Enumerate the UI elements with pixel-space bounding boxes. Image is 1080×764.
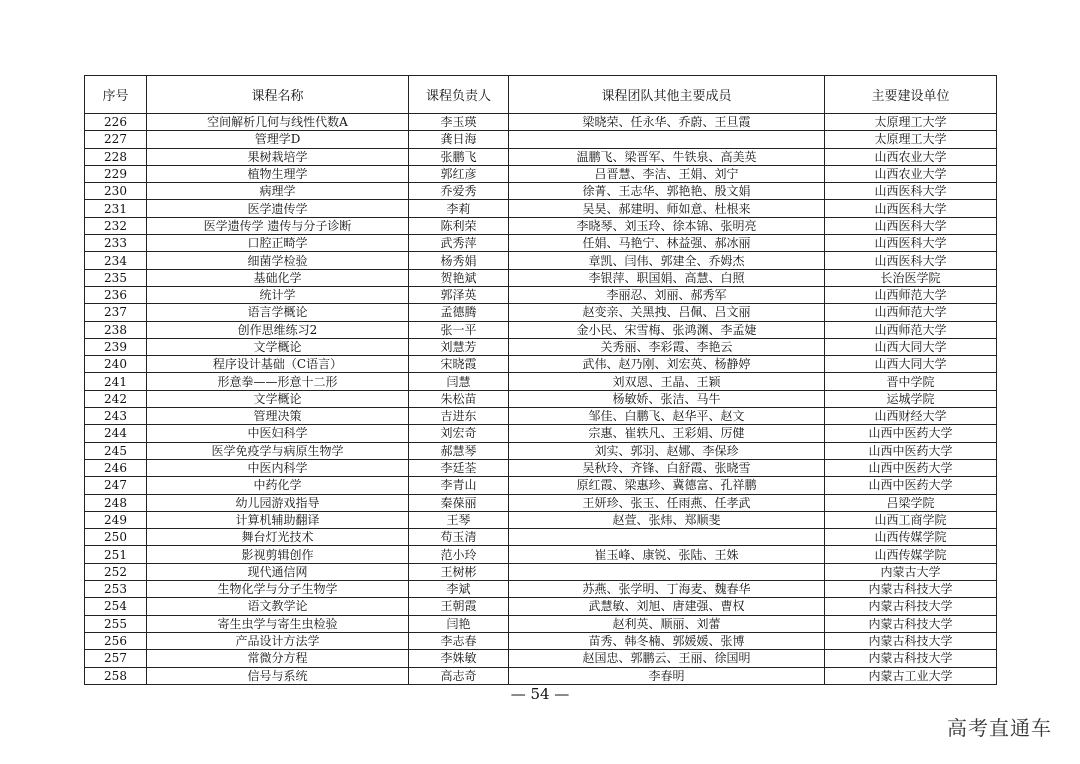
- cell-unit: 山西医科大学: [825, 235, 997, 252]
- cell-course-name: 常微分方程: [147, 650, 409, 667]
- cell-members: 梁晓荣、任永华、乔蔚、王旦霞: [509, 114, 825, 131]
- cell-members: 任娟、马艳宁、林益强、郝冰丽: [509, 235, 825, 252]
- cell-leader: 李志春: [409, 632, 509, 649]
- cell-course-name: 计算机辅助翻译: [147, 511, 409, 528]
- table-row: [85, 459, 997, 476]
- cell-course-name: 医学遗传学: [147, 200, 409, 217]
- table-row: [85, 546, 997, 563]
- table-row: [85, 667, 997, 684]
- cell-course-name: 现代通信网: [147, 563, 409, 580]
- cell-leader: 李廷荃: [409, 459, 509, 476]
- cell-members: 李银萍、职国娟、高慧、白照: [509, 269, 825, 286]
- cell-no: 228: [85, 148, 147, 165]
- cell-members: 温鹏飞、梁晋军、牛铁泉、高美英: [509, 148, 825, 165]
- table-row: [85, 408, 997, 425]
- cell-leader: 杨秀娟: [409, 252, 509, 269]
- table-row: [85, 148, 997, 165]
- cell-leader: 陈利荣: [409, 217, 509, 234]
- table-row: [85, 217, 997, 234]
- cell-unit: 太原理工大学: [825, 114, 997, 131]
- table-row: [85, 183, 997, 200]
- cell-course-name: 创作思维练习2: [147, 321, 409, 338]
- cell-course-name: 中医妇科学: [147, 425, 409, 442]
- cell-leader: 闫艳: [409, 615, 509, 632]
- cell-no: 253: [85, 581, 147, 598]
- cell-leader: 吉进东: [409, 408, 509, 425]
- table-row: [85, 425, 997, 442]
- cell-no: 236: [85, 286, 147, 303]
- cell-course-name: 文学概论: [147, 390, 409, 407]
- cell-course-name: 信号与系统: [147, 667, 409, 684]
- cell-leader: 苟玉清: [409, 529, 509, 546]
- table-row: [85, 442, 997, 459]
- table-row: [85, 563, 997, 580]
- cell-members: 刘实、郭羽、赵娜、李保珍: [509, 442, 825, 459]
- cell-course-name: 植物生理学: [147, 165, 409, 182]
- cell-leader: 李姝敏: [409, 650, 509, 667]
- cell-course-name: 病理学: [147, 183, 409, 200]
- table-row: [85, 252, 997, 269]
- header-members: 课程团队其他主要成员: [509, 76, 825, 114]
- cell-unit: 山西医科大学: [825, 252, 997, 269]
- cell-leader: 武秀萍: [409, 235, 509, 252]
- cell-members: 宗惠、崔轶凡、王彩娟、厉健: [509, 425, 825, 442]
- cell-course-name: 中医内科学: [147, 459, 409, 476]
- cell-no: 257: [85, 650, 147, 667]
- cell-leader: 贺艳斌: [409, 269, 509, 286]
- cell-course-name: 口腔正畸学: [147, 235, 409, 252]
- header-leader: 课程负责人: [409, 76, 509, 114]
- cell-no: 245: [85, 442, 147, 459]
- cell-members: 赵变亲、关黑拽、吕佩、吕文丽: [509, 304, 825, 321]
- cell-unit: 内蒙古科技大学: [825, 615, 997, 632]
- cell-unit: 吕梁学院: [825, 494, 997, 511]
- cell-course-name: 语言学概论: [147, 304, 409, 321]
- watermark: 高考直通车: [947, 716, 1052, 740]
- cell-members: 苏燕、张学明、丁海麦、魏春华: [509, 581, 825, 598]
- cell-course-name: 空间解析几何与线性代数A: [147, 114, 409, 131]
- table-row: [85, 286, 997, 303]
- cell-course-name: 寄生虫学与寄生虫检验: [147, 615, 409, 632]
- table-row: [85, 200, 997, 217]
- cell-members: 苗秀、韩冬楠、郭媛媛、张博: [509, 632, 825, 649]
- table-row: [85, 390, 997, 407]
- cell-unit: 山西中医药大学: [825, 442, 997, 459]
- cell-leader: 王朝霞: [409, 598, 509, 615]
- cell-members: 刘双恩、王晶、王颖: [509, 373, 825, 390]
- cell-no: 256: [85, 632, 147, 649]
- cell-no: 238: [85, 321, 147, 338]
- cell-no: 248: [85, 494, 147, 511]
- course-table: [84, 75, 997, 685]
- cell-no: 240: [85, 356, 147, 373]
- cell-unit: 山西农业大学: [825, 165, 997, 182]
- cell-no: 247: [85, 477, 147, 494]
- cell-course-name: 生物化学与分子生物学: [147, 581, 409, 598]
- cell-leader: 龚日海: [409, 131, 509, 148]
- cell-unit: 长治医学院: [825, 269, 997, 286]
- cell-leader: 高志奇: [409, 667, 509, 684]
- cell-unit: 内蒙古科技大学: [825, 581, 997, 598]
- cell-no: 232: [85, 217, 147, 234]
- table-header-row: [85, 76, 997, 114]
- cell-unit: 内蒙古科技大学: [825, 598, 997, 615]
- header-no: 序号: [85, 76, 147, 114]
- table-row: [85, 494, 997, 511]
- cell-unit: 山西农业大学: [825, 148, 997, 165]
- cell-members: 吴秋玲、齐锋、白舒霞、张晓雪: [509, 459, 825, 476]
- cell-course-name: 果树栽培学: [147, 148, 409, 165]
- cell-no: 243: [85, 408, 147, 425]
- cell-no: 250: [85, 529, 147, 546]
- cell-unit: 山西师范大学: [825, 286, 997, 303]
- cell-leader: 王琴: [409, 511, 509, 528]
- cell-members: 吴昊、郝建明、师如意、杜根来: [509, 200, 825, 217]
- cell-no: 231: [85, 200, 147, 217]
- cell-unit: 太原理工大学: [825, 131, 997, 148]
- table-row: [85, 235, 997, 252]
- cell-no: 242: [85, 390, 147, 407]
- cell-no: 233: [85, 235, 147, 252]
- cell-leader: 李玉瑛: [409, 114, 509, 131]
- table-row: [85, 131, 997, 148]
- cell-members: [509, 563, 825, 580]
- table-row: [85, 321, 997, 338]
- cell-members: 崔玉峰、康锐、张陆、王姝: [509, 546, 825, 563]
- cell-no: 255: [85, 615, 147, 632]
- cell-leader: 郭泽英: [409, 286, 509, 303]
- cell-unit: 山西医科大学: [825, 200, 997, 217]
- cell-members: 李晓琴、刘玉玲、徐本锦、张明亮: [509, 217, 825, 234]
- cell-leader: 李斌: [409, 581, 509, 598]
- cell-course-name: 程序设计基础（C语言）: [147, 356, 409, 373]
- cell-leader: 王树彬: [409, 563, 509, 580]
- cell-course-name: 幼儿园游戏指导: [147, 494, 409, 511]
- cell-no: 244: [85, 425, 147, 442]
- cell-leader: 乔爱秀: [409, 183, 509, 200]
- cell-leader: 秦葆丽: [409, 494, 509, 511]
- table-row: [85, 598, 997, 615]
- header-unit: 主要建设单位: [825, 76, 997, 114]
- cell-course-name: 文学概论: [147, 338, 409, 355]
- table-row: [85, 373, 997, 390]
- cell-leader: 张一平: [409, 321, 509, 338]
- cell-leader: 张鹏飞: [409, 148, 509, 165]
- cell-no: 234: [85, 252, 147, 269]
- cell-members: 武伟、赵乃刚、刘宏英、杨静婷: [509, 356, 825, 373]
- cell-course-name: 医学遗传学 遗传与分子诊断: [147, 217, 409, 234]
- cell-members: 章凯、闫伟、郭建全、乔姆杰: [509, 252, 825, 269]
- table-row: [85, 477, 997, 494]
- cell-unit: 山西师范大学: [825, 321, 997, 338]
- cell-course-name: 中药化学: [147, 477, 409, 494]
- cell-unit: 内蒙古工业大学: [825, 667, 997, 684]
- cell-course-name: 医学免疫学与病原生物学: [147, 442, 409, 459]
- table-row: [85, 338, 997, 355]
- cell-unit: 山西医科大学: [825, 217, 997, 234]
- cell-course-name: 统计学: [147, 286, 409, 303]
- cell-members: 杨敏娇、张洁、马牛: [509, 390, 825, 407]
- table-row: [85, 269, 997, 286]
- cell-course-name: 语文教学论: [147, 598, 409, 615]
- cell-no: 230: [85, 183, 147, 200]
- cell-course-name: 细菌学检验: [147, 252, 409, 269]
- cell-unit: 山西医科大学: [825, 183, 997, 200]
- cell-unit: 内蒙古大学: [825, 563, 997, 580]
- cell-no: 254: [85, 598, 147, 615]
- cell-unit: 山西中医药大学: [825, 459, 997, 476]
- cell-no: 246: [85, 459, 147, 476]
- cell-course-name: 管理决策: [147, 408, 409, 425]
- cell-unit: 山西工商学院: [825, 511, 997, 528]
- cell-members: 赵萱、张炜、郑顺斐: [509, 511, 825, 528]
- cell-unit: 运城学院: [825, 390, 997, 407]
- cell-members: 赵国忠、郭鹏云、王丽、徐国明: [509, 650, 825, 667]
- cell-leader: 宋晓霞: [409, 356, 509, 373]
- table-row: [85, 114, 997, 131]
- table-row: [85, 529, 997, 546]
- cell-members: 赵利英、顺丽、刘蕾: [509, 615, 825, 632]
- cell-members: 金小民、宋雪梅、张鸿渊、李孟婕: [509, 321, 825, 338]
- table-row: [85, 356, 997, 373]
- cell-members: 王妍珍、张玉、任雨燕、任孝武: [509, 494, 825, 511]
- table-row: [85, 304, 997, 321]
- cell-members: [509, 529, 825, 546]
- cell-members: 邹佳、白鹏飞、赵华平、赵文: [509, 408, 825, 425]
- cell-course-name: 影视剪辑创作: [147, 546, 409, 563]
- table-row: [85, 511, 997, 528]
- cell-members: 李春明: [509, 667, 825, 684]
- cell-leader: 孟德腾: [409, 304, 509, 321]
- cell-members: 李丽忍、刘丽、郝秀军: [509, 286, 825, 303]
- table-row: [85, 581, 997, 598]
- page-number: — 54 —: [510, 685, 570, 703]
- cell-no: 227: [85, 131, 147, 148]
- cell-leader: 刘宏奇: [409, 425, 509, 442]
- cell-leader: 刘慧芳: [409, 338, 509, 355]
- cell-no: 249: [85, 511, 147, 528]
- cell-members: 武慧敏、刘旭、唐建强、曹权: [509, 598, 825, 615]
- cell-leader: 李莉: [409, 200, 509, 217]
- cell-course-name: 舞台灯光技术: [147, 529, 409, 546]
- cell-course-name: 形意拳——形意十二形: [147, 373, 409, 390]
- cell-no: 229: [85, 165, 147, 182]
- cell-no: 252: [85, 563, 147, 580]
- cell-leader: 范小玲: [409, 546, 509, 563]
- cell-members: [509, 131, 825, 148]
- cell-leader: 郭红彦: [409, 165, 509, 182]
- cell-no: 251: [85, 546, 147, 563]
- cell-unit: 山西传媒学院: [825, 529, 997, 546]
- cell-members: 原红霞、梁惠珍、冀德富、孔祥鹏: [509, 477, 825, 494]
- cell-leader: 郝慧琴: [409, 442, 509, 459]
- table-row: [85, 650, 997, 667]
- cell-members: 吕晋慧、李洁、王娟、刘宁: [509, 165, 825, 182]
- table-row: [85, 632, 997, 649]
- cell-unit: 内蒙古科技大学: [825, 650, 997, 667]
- cell-no: 239: [85, 338, 147, 355]
- table-row: [85, 615, 997, 632]
- cell-members: 关秀丽、李彩霞、李艳云: [509, 338, 825, 355]
- table-row: [85, 165, 997, 182]
- header-course-name: 课程名称: [147, 76, 409, 114]
- cell-unit: 山西师范大学: [825, 304, 997, 321]
- cell-no: 258: [85, 667, 147, 684]
- cell-leader: 闫慧: [409, 373, 509, 390]
- cell-unit: 晋中学院: [825, 373, 997, 390]
- cell-unit: 山西中医药大学: [825, 425, 997, 442]
- cell-leader: 朱松苗: [409, 390, 509, 407]
- cell-course-name: 管理学D: [147, 131, 409, 148]
- cell-leader: 李青山: [409, 477, 509, 494]
- cell-course-name: 基础化学: [147, 269, 409, 286]
- cell-unit: 山西大同大学: [825, 356, 997, 373]
- cell-unit: 内蒙古科技大学: [825, 632, 997, 649]
- cell-no: 235: [85, 269, 147, 286]
- cell-no: 241: [85, 373, 147, 390]
- cell-course-name: 产品设计方法学: [147, 632, 409, 649]
- cell-no: 226: [85, 114, 147, 131]
- cell-unit: 山西中医药大学: [825, 477, 997, 494]
- cell-unit: 山西传媒学院: [825, 546, 997, 563]
- cell-members: 徐菁、王志华、郭艳艳、殷文娟: [509, 183, 825, 200]
- cell-no: 237: [85, 304, 147, 321]
- table-body: [85, 114, 997, 685]
- cell-unit: 山西财经大学: [825, 408, 997, 425]
- cell-unit: 山西大同大学: [825, 338, 997, 355]
